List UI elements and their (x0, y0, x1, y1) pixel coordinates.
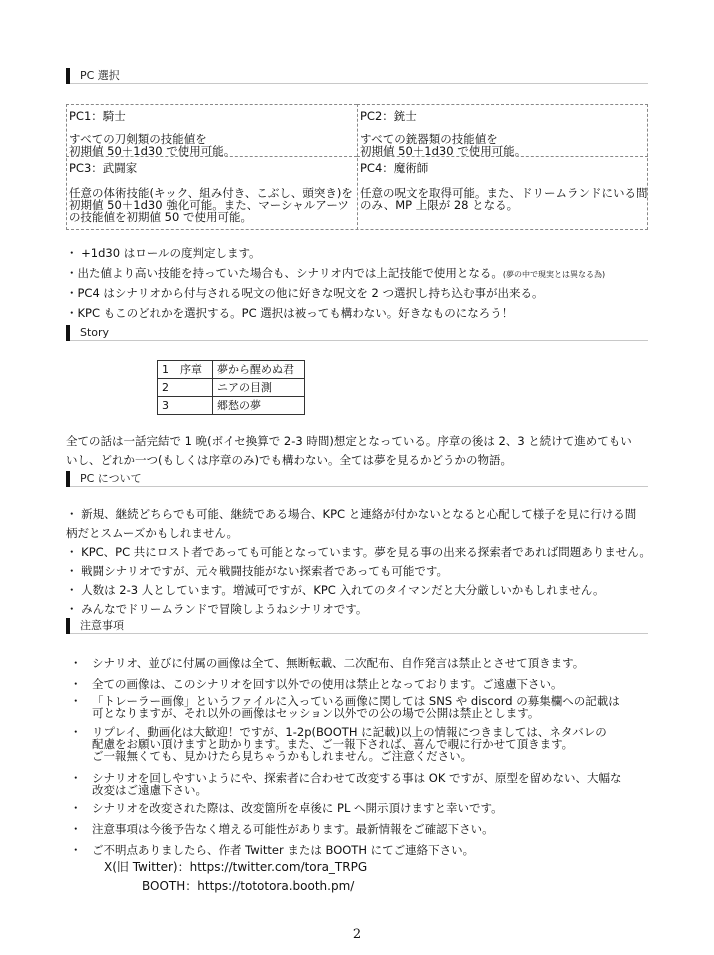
list-item: ・ +1d30 はロールの度判定します。 (66, 246, 261, 260)
list-item: ・ 新規、継続どちらでも可能、継続である場合、KPC と連絡が付かないとなると心配して様子を見に行ける間 (66, 507, 637, 521)
story-description (66, 432, 656, 470)
list-item-text: シナリオ、並びに付属の画像は全て、無断転載、二次配布、自作発言は禁止とさせて頂きます。 (92, 656, 585, 670)
pc-rules-list (66, 244, 666, 324)
pc-card-title: PC3：武闘家 (69, 161, 138, 175)
page-number: 2 (352, 927, 362, 942)
heading-bar (66, 68, 70, 84)
contact-booth-link[interactable]: BOOTH：https://tototora.booth.pm/ (142, 879, 355, 893)
table-row (158, 379, 305, 397)
bullet-dot: ・ (70, 801, 82, 815)
grid-border (66, 104, 67, 230)
bullet-dot: ・ (70, 656, 82, 670)
pc-card-mage (357, 156, 648, 230)
chapter-title: ニアの目測 (213, 379, 305, 397)
pc-card-title: PC2：銃士 (360, 109, 417, 123)
pc-card-title: PC1：騎士 (69, 109, 126, 123)
pc-card-gunner (357, 104, 648, 156)
bullet-dot: ・ (70, 677, 82, 691)
grid-border (647, 104, 648, 230)
pc-card-desc: すべての銃器類の技能値を 初期値 50＋1d30 で使用可能。 (360, 132, 527, 158)
list-item: ・PC4 はシナリオから付与される呪文の他に好きな呪文を 2 つ選択し持ち込む事が出来る。 (66, 286, 544, 300)
chapter-title: 郷愁の夢 (213, 397, 305, 415)
contact-x-link[interactable]: X(旧 Twitter)：https://twitter.com/tora_TRPG (104, 860, 368, 874)
pc-card-title: PC4：魔術師 (360, 161, 429, 175)
table-row (158, 361, 305, 379)
bullet-dot: ・ (70, 694, 82, 708)
chapter-number: 2 (158, 379, 213, 397)
table-row (158, 397, 305, 415)
chapter-number: 1 序章 (158, 361, 213, 379)
pc-card-desc: すべての刀剣類の技能値を 初期値 50＋1d30 で使用可能。 (69, 132, 236, 158)
heading-label: PC 選択 (80, 69, 120, 82)
bullet-dot: ・ (70, 843, 82, 857)
list-item: ・ KPC、PC 共にロスト者であっても可能となっています。夢を見る事の出来る探索者であれば問題ありません。 (66, 545, 651, 559)
bullet-dot: ・ (70, 822, 82, 836)
pc-class-grid (66, 104, 648, 230)
section-heading-pc-about (66, 471, 648, 487)
paragraph-line: 全ての話は一話完結で 1 晩(ボイセ換算で 2-3 時間)想定となっている。序章の後は 2、3 と続けて進めてもい (66, 434, 632, 448)
list-item-text: 「トレーラー画像」というファイルに入っている画像に関しては SNS や discord の募集欄への記載は 可となりますが、それ以外の画像はセッション以外での公の場で公開は禁止とします。 (92, 694, 620, 720)
list-item: ・ 人数は 2-3 人としています。増減可ですが、KPC 入れてのタイマンだと大分厳しいかもしれません。 (66, 583, 605, 597)
pc-card-fighter (66, 156, 357, 230)
list-item: ・KPC もこのどれかを選択する。PC 選択は被っても構わない。好きなものになろう！ (66, 306, 514, 320)
list-item-text: シナリオを回しやすいようにや、探索者に合わせて改変する事は OK ですが、原型を留めない、大幅な 改変はご遠慮下さい。 (92, 771, 622, 797)
list-item-continued: 柄だとスムーズかもしれません。 (66, 526, 239, 540)
list-item-text: ご不明点ありましたら、作者 Twitter または BOOTH にてご連絡下さい。 (92, 843, 475, 857)
pc-about-list (66, 505, 666, 619)
section-heading-pc-select (66, 68, 648, 84)
story-chapter-table (157, 360, 305, 415)
heading-label: 注意事項 (80, 619, 124, 632)
list-item (66, 264, 666, 284)
list-item-text: リプレイ、動画化は大歓迎！ですが、1-2p(BOOTH に記載)以上の情報につきましては、ネタバレの 配慮をお願い頂けますと助かります。また、ご一報下されば、喜んで覗に行かせて頂きます。 ご一報無くても、見かけたら見ちゃうかもしれません。ご注意ください。 (92, 725, 607, 763)
section-heading-notes (66, 618, 648, 634)
section-heading-story (66, 325, 648, 341)
grid-divider (357, 104, 358, 230)
bullet-dot: ・ (70, 725, 82, 739)
heading-label: Story (80, 326, 110, 339)
list-item-text: 全ての画像は、このシナリオを回す以外での使用は禁止となっております。ご遠慮下さい。 (92, 677, 563, 691)
chapter-number: 3 (158, 397, 213, 415)
chapter-title: 夢から醒めぬ君 (213, 361, 305, 379)
heading-label: PC について (80, 472, 142, 485)
pc-card-desc: 任意の体術技能(キック、組み付き、こぶし、頭突き)を 初期値 50＋1d30 強化可能。また、マーシャルアーツ の技能値を初期値 50 で使用可能。 (69, 186, 353, 224)
list-item: ・ 戦闘シナリオですが、元々戦闘技能がない探索者であっても可能です。 (66, 564, 449, 578)
grid-border (66, 229, 648, 230)
paragraph-line: いし、どれか一つ(もしくは序章のみ)でも構わない。全ては夢を見るかどうかの物語。 (66, 453, 512, 467)
heading-bar (66, 471, 70, 487)
pc-card-desc: 任意の呪文を取得可能。また、ドリームランドにいる間 のみ、MP 上限が 28 となる。 (360, 186, 648, 212)
heading-bar (66, 325, 70, 341)
list-item-text: ・出た値より高い技能を持っていた場合も、シナリオ内では上記技能で使用となる。 (66, 266, 503, 280)
list-item-footnote: (夢の中で現実とは異なる為) (502, 270, 606, 279)
list-item-text: 注意事項は今後予告なく増える可能性があります。最新情報をご確認下さい。 (92, 822, 494, 836)
list-item-text: シナリオを改変された際は、改変箇所を卓後に PL へ開示頂けますと幸いです。 (92, 801, 503, 815)
list-item: ・ みんなでドリームランドで冒険しようねシナリオです。 (66, 602, 368, 616)
heading-bar (66, 618, 70, 634)
bullet-dot: ・ (70, 771, 82, 785)
pc-card-knight (66, 104, 357, 156)
